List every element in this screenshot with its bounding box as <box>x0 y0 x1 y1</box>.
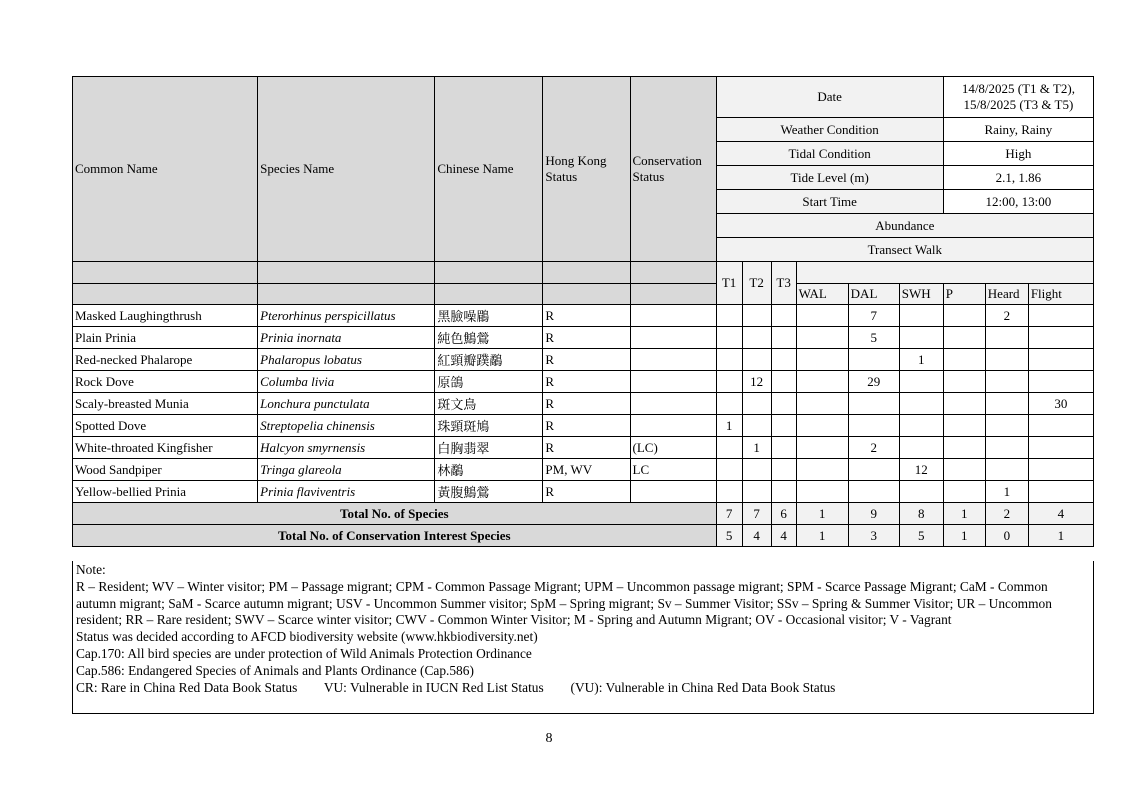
count-cell-t3 <box>771 349 796 371</box>
chinese-name-cell: 原鴿 <box>435 371 543 393</box>
count-cell-wal <box>796 437 848 459</box>
total-conservation-row-value: 4 <box>771 525 796 547</box>
count-cell-p <box>943 349 985 371</box>
count-cell-t2 <box>742 415 771 437</box>
count-cell-t2: 12 <box>742 371 771 393</box>
hk-status-cell: R <box>543 481 630 503</box>
tide-level-value: 2.1, 1.86 <box>943 166 1093 190</box>
conservation-status-cell: LC <box>630 459 716 481</box>
species-name-cell: Streptopelia chinensis <box>258 415 435 437</box>
start-time-value: 12:00, 13:00 <box>943 190 1093 214</box>
total-conservation-row-value: 1 <box>796 525 848 547</box>
hk-status-cell: R <box>543 393 630 415</box>
count-cell-t3 <box>771 481 796 503</box>
common-name-cell: Scaly-breasted Munia <box>73 393 258 415</box>
count-cell-swh: 12 <box>899 459 943 481</box>
header-species-name: Species Name <box>258 77 435 262</box>
total-conservation-row-value: 4 <box>742 525 771 547</box>
count-cell-flight <box>1028 415 1093 437</box>
table-row <box>73 481 1094 503</box>
count-cell-p <box>943 327 985 349</box>
total-species-row-label: Total No. of Species <box>73 503 717 525</box>
count-cell-dal: 7 <box>848 305 899 327</box>
chinese-name-cell: 紅頸瓣蹼鷸 <box>435 349 543 371</box>
count-cell-heard <box>985 393 1028 415</box>
table-row <box>73 349 1094 371</box>
count-cell-dal <box>848 415 899 437</box>
count-cell-flight <box>1028 305 1093 327</box>
count-cell-swh <box>899 327 943 349</box>
date-label: Date <box>716 77 943 118</box>
species-name-cell: Prinia flaviventris <box>258 481 435 503</box>
table-row <box>73 459 1094 481</box>
chinese-name-cell: 黑臉噪鶥 <box>435 305 543 327</box>
total-conservation-row-value: 5 <box>899 525 943 547</box>
total-species-row-value: 7 <box>716 503 742 525</box>
col-swh: SWH <box>899 284 943 305</box>
species-name-cell: Phalaropus lobatus <box>258 349 435 371</box>
total-species-row-value: 2 <box>985 503 1028 525</box>
count-cell-wal <box>796 459 848 481</box>
count-cell-flight <box>1028 349 1093 371</box>
species-name-cell: Columba livia <box>258 371 435 393</box>
note-line: Note: <box>76 562 106 577</box>
col-dal: DAL <box>848 284 899 305</box>
count-cell-dal <box>848 481 899 503</box>
count-cell-swh <box>899 415 943 437</box>
count-cell-p <box>943 415 985 437</box>
count-cell-heard: 1 <box>985 481 1028 503</box>
total-conservation-row <box>73 525 1094 547</box>
count-cell-heard <box>985 415 1028 437</box>
count-cell-t2 <box>742 393 771 415</box>
header-chinese-name: Chinese Name <box>435 77 543 262</box>
count-cell-t2 <box>742 459 771 481</box>
tidal-value: High <box>943 142 1093 166</box>
count-cell-swh <box>899 371 943 393</box>
count-cell-flight <box>1028 481 1093 503</box>
count-cell-t3 <box>771 393 796 415</box>
count-cell-p <box>943 393 985 415</box>
count-cell-p <box>943 459 985 481</box>
page-number: 8 <box>545 731 553 746</box>
abundance-label: Abundance <box>716 214 1093 238</box>
species-name-cell: Pterorhinus perspicillatus <box>258 305 435 327</box>
table-row <box>73 327 1094 349</box>
count-cell-wal <box>796 481 848 503</box>
chinese-name-cell: 白胸翡翠 <box>435 437 543 459</box>
total-species-row-value: 1 <box>943 503 985 525</box>
table-row <box>73 305 1094 327</box>
header-conservation-status: Conservation Status <box>630 77 716 262</box>
total-species-row-value: 9 <box>848 503 899 525</box>
count-cell-heard: 2 <box>985 305 1028 327</box>
count-cell-t1 <box>716 349 742 371</box>
hk-status-cell: R <box>543 349 630 371</box>
total-conservation-row-value: 3 <box>848 525 899 547</box>
count-cell-swh <box>899 393 943 415</box>
table-row <box>73 437 1094 459</box>
count-cell-heard <box>985 459 1028 481</box>
hk-status-cell: R <box>543 327 630 349</box>
count-cell-t2 <box>742 305 771 327</box>
total-conservation-row-value: 1 <box>943 525 985 547</box>
transect-walk-label: Transect Walk <box>716 238 1093 262</box>
count-cell-t1 <box>716 481 742 503</box>
hk-status-cell: R <box>543 371 630 393</box>
count-cell-swh <box>899 437 943 459</box>
chinese-name-cell: 林鷸 <box>435 459 543 481</box>
hk-status-cell: R <box>543 305 630 327</box>
col-t2: T2 <box>742 262 771 305</box>
count-cell-dal <box>848 459 899 481</box>
count-cell-wal <box>796 305 848 327</box>
count-cell-swh <box>899 481 943 503</box>
common-name-cell: Spotted Dove <box>73 415 258 437</box>
count-cell-heard <box>985 437 1028 459</box>
common-name-cell: Red-necked Phalarope <box>73 349 258 371</box>
conservation-status-cell <box>630 327 716 349</box>
survey-table <box>72 76 1094 547</box>
col-wal: WAL <box>796 284 848 305</box>
col-t3: T3 <box>771 262 796 305</box>
total-species-row-value: 7 <box>742 503 771 525</box>
note-line: Cap.586: Endangered Species of Animals and Plants Ordinance (Cap.586) <box>76 662 474 678</box>
count-cell-t1: 1 <box>716 415 742 437</box>
chinese-name-cell: 黃腹鷦鶯 <box>435 481 543 503</box>
total-conservation-row-label: Total No. of Conservation Interest Species <box>73 525 717 547</box>
total-species-row-value: 4 <box>1028 503 1093 525</box>
col-heard: Heard <box>985 284 1028 305</box>
common-name-cell: Yellow-bellied Prinia <box>73 481 258 503</box>
count-cell-t2: 1 <box>742 437 771 459</box>
chinese-name-cell: 純色鷦鶯 <box>435 327 543 349</box>
conservation-status-cell <box>630 415 716 437</box>
count-cell-dal: 29 <box>848 371 899 393</box>
common-name-cell: Wood Sandpiper <box>73 459 258 481</box>
count-cell-flight: 30 <box>1028 393 1093 415</box>
total-conservation-row-value: 1 <box>1028 525 1093 547</box>
count-cell-swh <box>899 305 943 327</box>
hk-status-cell: R <box>543 415 630 437</box>
count-cell-dal <box>848 393 899 415</box>
count-cell-swh: 1 <box>899 349 943 371</box>
date-value: 14/8/2025 (T1 & T2), 15/8/2025 (T3 & T5) <box>943 77 1093 118</box>
total-conservation-row-value: 0 <box>985 525 1028 547</box>
notes-box <box>72 561 1094 714</box>
count-cell-flight <box>1028 459 1093 481</box>
header-hk-status: Hong Kong Status <box>543 77 630 262</box>
conservation-status-cell <box>630 481 716 503</box>
count-cell-t3 <box>771 437 796 459</box>
conservation-status-cell: (LC) <box>630 437 716 459</box>
count-cell-t1 <box>716 459 742 481</box>
common-name-cell: White-throated Kingfisher <box>73 437 258 459</box>
count-cell-t1 <box>716 371 742 393</box>
total-conservation-row-value: 5 <box>716 525 742 547</box>
count-cell-dal: 5 <box>848 327 899 349</box>
hk-status-cell: R <box>543 437 630 459</box>
weather-value: Rainy, Rainy <box>943 118 1093 142</box>
count-cell-p <box>943 371 985 393</box>
count-cell-t1 <box>716 327 742 349</box>
count-cell-t3 <box>771 415 796 437</box>
count-cell-heard <box>985 349 1028 371</box>
total-species-row-value: 8 <box>899 503 943 525</box>
total-species-row-value: 1 <box>796 503 848 525</box>
count-cell-t1 <box>716 437 742 459</box>
conservation-status-cell <box>630 305 716 327</box>
count-cell-wal <box>796 327 848 349</box>
header-common-name: Common Name <box>73 77 258 262</box>
species-name-cell: Lonchura punctulata <box>258 393 435 415</box>
total-species-row <box>73 503 1094 525</box>
table-row <box>73 415 1094 437</box>
count-cell-dal <box>848 349 899 371</box>
note-line: R – Resident; WV – Winter visitor; PM – Passage migrant; CPM - Common Passage Migrant; UPM – Uncommon passage migrant; SPM - Scarce Passage Migrant; CaM - Common autumn migrant; SaM - Scarce autumn migrant; USV - Uncommon Summer visitor; SpM – Spring migrant; Sv – Summer Visitor; SSv – Spring & Summer Visitor; UR – Uncommon resident; RR – Rare resident; SWV – Scarce winter visitor; CWV - Common Winter Visitor; M - Spring and Autumn Migrant; OV - Occasional visitor; V - Vagrant <box>76 578 1052 628</box>
start-time-label: Start Time <box>716 190 943 214</box>
note-line: Cap.170: All bird species are under protection of Wild Animals Protection Ordinance <box>76 645 532 661</box>
common-name-cell: Masked Laughingthrush <box>73 305 258 327</box>
count-cell-wal <box>796 349 848 371</box>
note-line: CR: Rare in China Red Data Book Status VU: Vulnerable in IUCN Red List Status (VU): Vulnerable in China Red Data Book Status <box>76 679 836 695</box>
count-cell-t1 <box>716 305 742 327</box>
hk-status-cell: PM, WV <box>543 459 630 481</box>
common-name-cell: Plain Prinia <box>73 327 258 349</box>
count-cell-t3 <box>771 305 796 327</box>
count-cell-wal <box>796 371 848 393</box>
species-name-cell: Prinia inornata <box>258 327 435 349</box>
tidal-label: Tidal Condition <box>716 142 943 166</box>
count-cell-t3 <box>771 327 796 349</box>
col-t1: T1 <box>716 262 742 305</box>
count-cell-heard <box>985 327 1028 349</box>
col-flight: Flight <box>1028 284 1093 305</box>
conservation-status-cell <box>630 371 716 393</box>
species-name-cell: Halcyon smyrnensis <box>258 437 435 459</box>
chinese-name-cell: 斑文鳥 <box>435 393 543 415</box>
count-cell-wal <box>796 415 848 437</box>
col-p: P <box>943 284 985 305</box>
weather-label: Weather Condition <box>716 118 943 142</box>
count-cell-p <box>943 437 985 459</box>
table-row <box>73 393 1094 415</box>
table-row <box>73 371 1094 393</box>
count-cell-t2 <box>742 327 771 349</box>
species-name-cell: Tringa glareola <box>258 459 435 481</box>
tide-level-label: Tide Level (m) <box>716 166 943 190</box>
count-cell-t3 <box>771 459 796 481</box>
conservation-status-cell <box>630 393 716 415</box>
chinese-name-cell: 珠頸斑鳩 <box>435 415 543 437</box>
count-cell-flight <box>1028 327 1093 349</box>
total-species-row-value: 6 <box>771 503 796 525</box>
count-cell-dal: 2 <box>848 437 899 459</box>
count-cell-t2 <box>742 349 771 371</box>
count-cell-t1 <box>716 393 742 415</box>
conservation-status-cell <box>630 349 716 371</box>
count-cell-heard <box>985 371 1028 393</box>
count-cell-t3 <box>771 371 796 393</box>
count-cell-wal <box>796 393 848 415</box>
count-cell-flight <box>1028 437 1093 459</box>
common-name-cell: Rock Dove <box>73 371 258 393</box>
count-cell-p <box>943 305 985 327</box>
note-line: Status was decided according to AFCD biodiversity website (www.hkbiodiversity.net) <box>76 629 538 645</box>
count-cell-flight <box>1028 371 1093 393</box>
count-cell-t2 <box>742 481 771 503</box>
count-cell-p <box>943 481 985 503</box>
